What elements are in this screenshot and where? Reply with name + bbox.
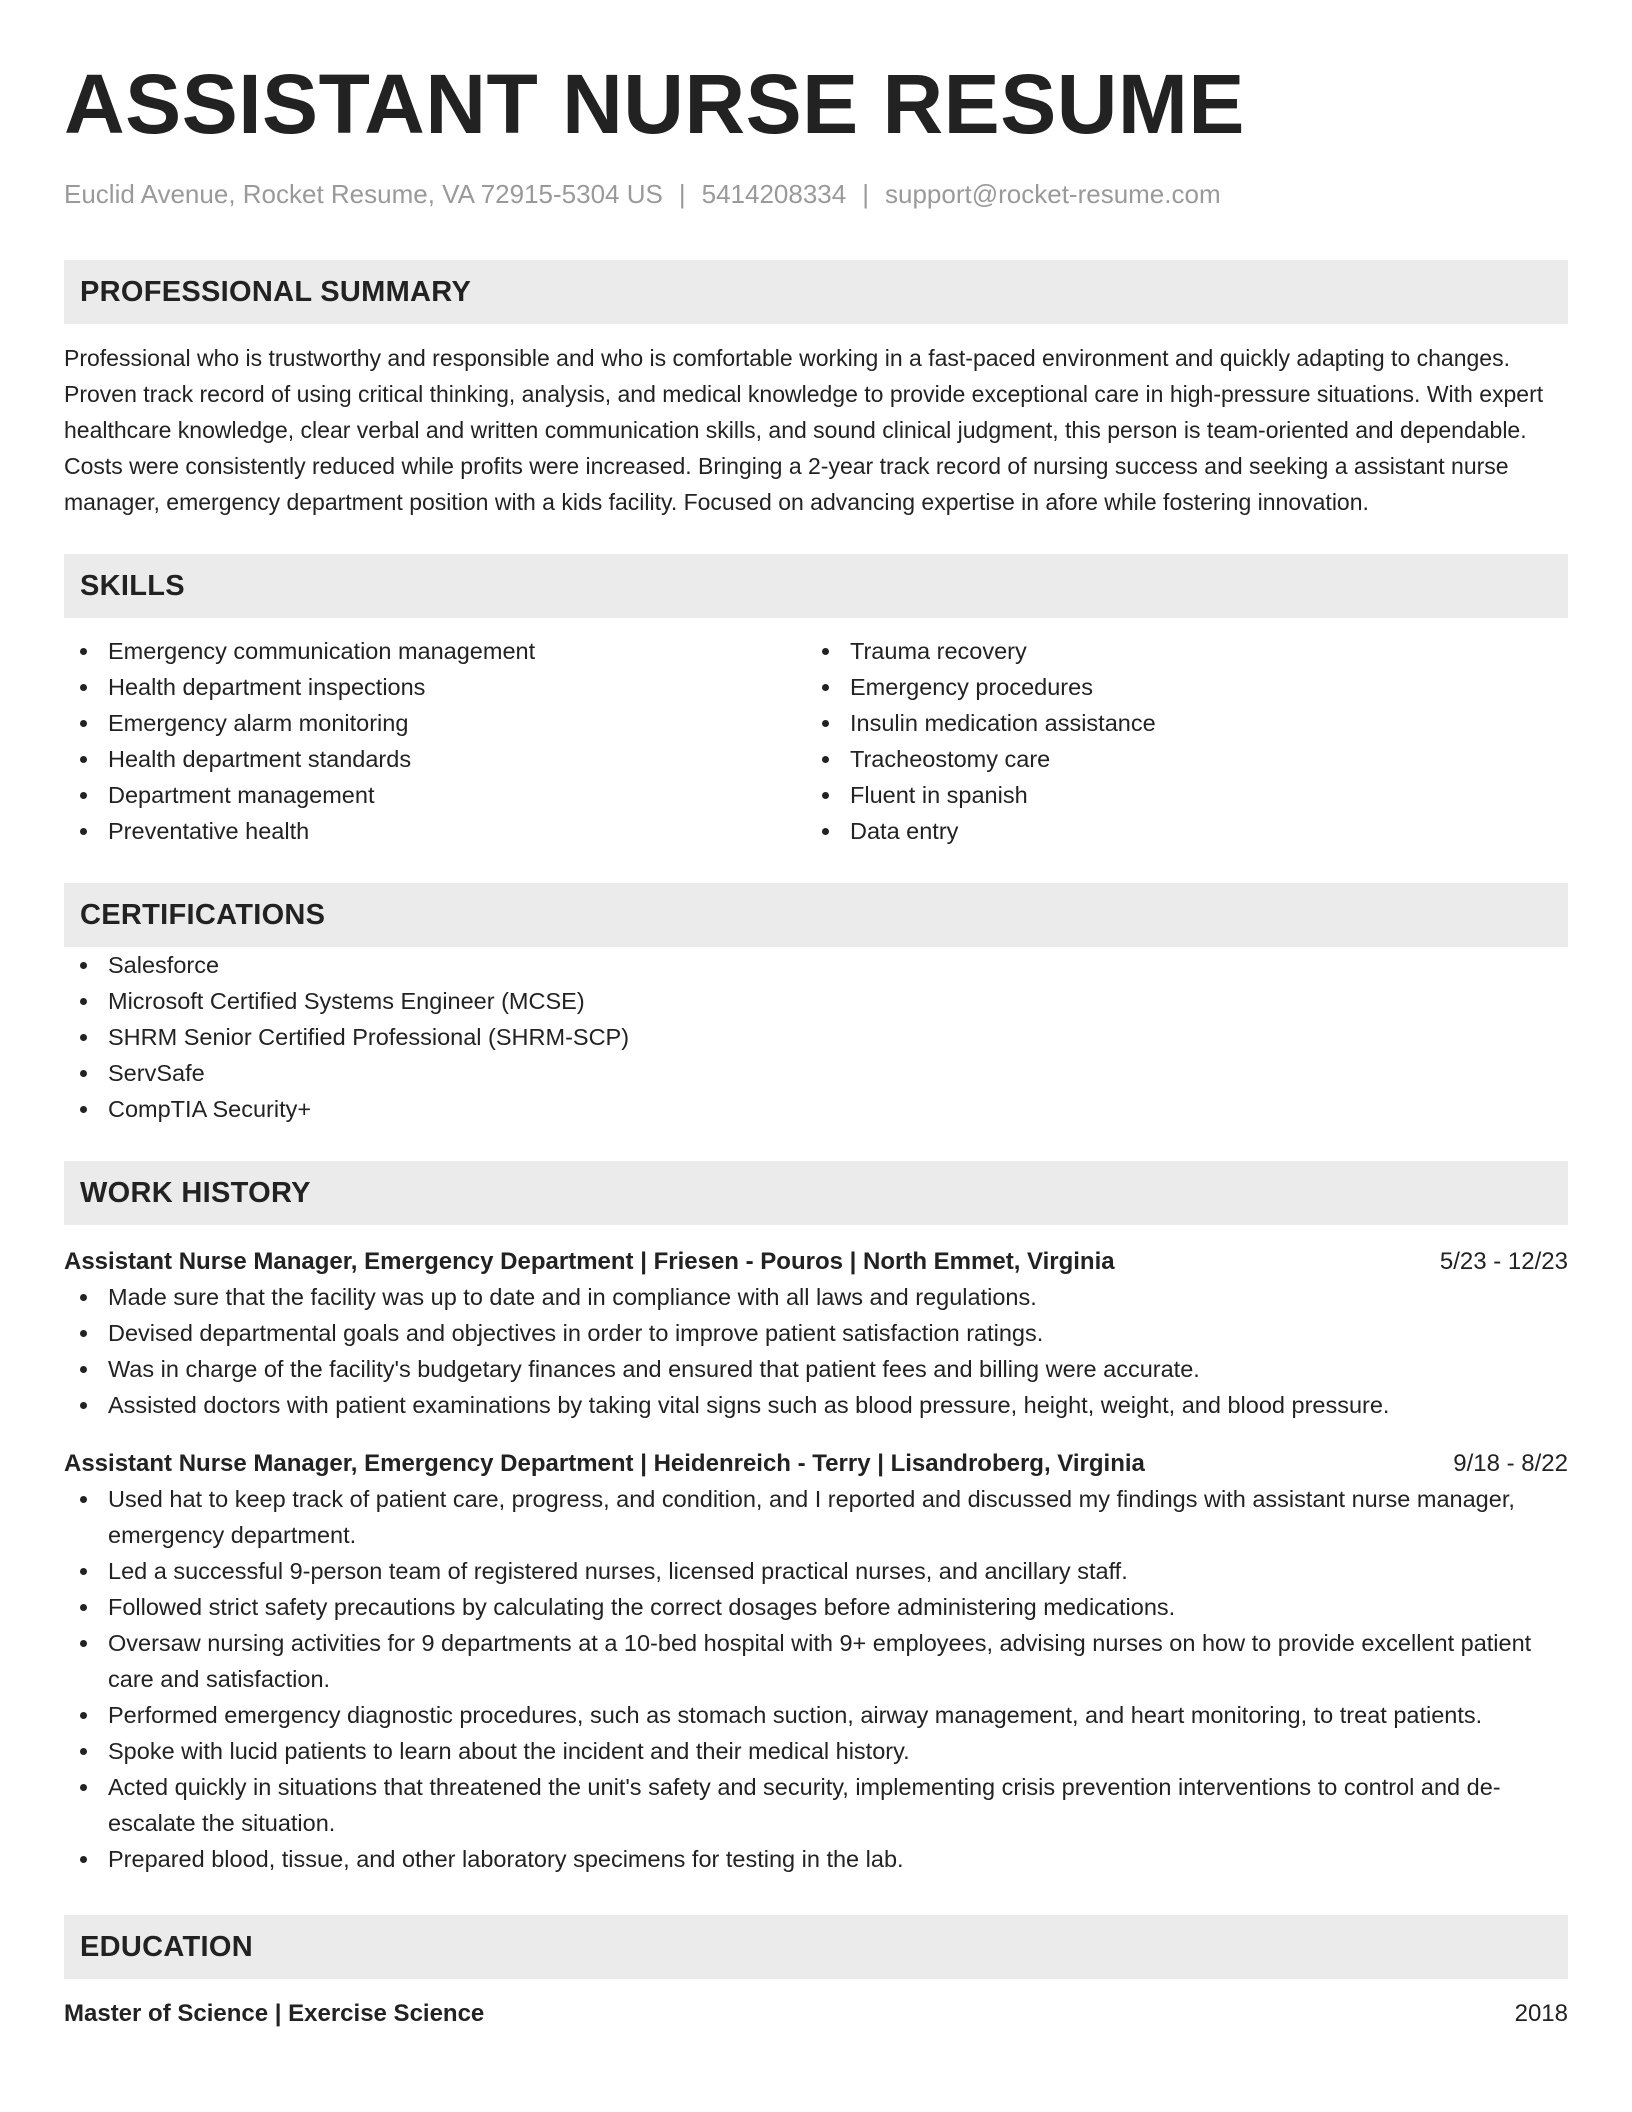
certification-item xyxy=(64,1019,1568,1055)
skill-item xyxy=(806,741,1548,777)
job-entry xyxy=(64,1447,1568,1877)
bullet-icon xyxy=(80,1784,87,1791)
skill-item xyxy=(64,777,806,813)
certification-item xyxy=(64,983,1568,1019)
certification-label: Microsoft Certified Systems Engineer (MCSE) xyxy=(108,988,585,1014)
section-header-work-history: WORK HISTORY xyxy=(64,1161,1568,1225)
certification-item xyxy=(64,1055,1568,1091)
bullet-icon xyxy=(80,1034,87,1041)
bullet-icon xyxy=(822,648,829,655)
contact-line xyxy=(64,178,1568,210)
skill-item xyxy=(64,813,806,849)
skill-item xyxy=(806,705,1548,741)
bullet-icon xyxy=(80,1640,87,1647)
bullet-icon xyxy=(822,828,829,835)
job-bullet-text: Made sure that the facility was up to date and in compliance with all laws and regulations. xyxy=(108,1284,1037,1310)
contact-phone: 5414208334 xyxy=(701,179,847,209)
bullet-icon xyxy=(80,828,87,835)
job-title: Assistant Nurse Manager, Emergency Department | Friesen - Pouros | North Emmet, Virginia xyxy=(64,1248,1115,1275)
bullet-icon xyxy=(80,684,87,691)
job-bullet xyxy=(64,1625,1568,1697)
job-bullet-text: Used hat to keep track of patient care, progress, and condition, and I reported and discussed my findings with assistant nurse manager, emergency department. xyxy=(108,1486,1515,1548)
contact-email: support@rocket-resume.com xyxy=(885,179,1221,209)
bullet-icon xyxy=(80,1604,87,1611)
certification-label: ServSafe xyxy=(108,1060,205,1086)
job-bullet xyxy=(64,1351,1568,1387)
skill-label: Emergency procedures xyxy=(850,674,1093,700)
bullet-icon xyxy=(80,1366,87,1373)
job-bullet-text: Performed emergency diagnostic procedures, such as stomach suction, airway management, and heart monitoring, to treat patients. xyxy=(108,1702,1483,1728)
job-bullets xyxy=(64,1279,1568,1423)
skill-label: Preventative health xyxy=(108,818,310,844)
bullet-icon xyxy=(80,1856,87,1863)
bullet-icon xyxy=(80,1330,87,1337)
job-bullet xyxy=(64,1315,1568,1351)
job-bullet-text: Devised departmental goals and objectives in order to improve patient satisfaction ratings. xyxy=(108,1320,1044,1346)
job-bullet xyxy=(64,1733,1568,1769)
job-bullet-text: Spoke with lucid patients to learn about the incident and their medical history. xyxy=(108,1738,910,1764)
bullet-icon xyxy=(822,792,829,799)
bullet-icon xyxy=(822,756,829,763)
skills-column-left xyxy=(64,633,806,849)
job-title: Assistant Nurse Manager, Emergency Department | Heidenreich - Terry | Lisandroberg, Virginia xyxy=(64,1450,1145,1477)
job-dates: 5/23 - 12/23 xyxy=(1439,1248,1568,1275)
skill-label: Emergency alarm monitoring xyxy=(108,710,409,736)
bullet-icon xyxy=(80,1294,87,1301)
job-bullet xyxy=(64,1697,1568,1733)
bullet-icon xyxy=(80,648,87,655)
bullet-icon xyxy=(80,1712,87,1719)
skill-item xyxy=(806,669,1548,705)
skill-label: Department management xyxy=(108,782,375,808)
education-entry xyxy=(64,1997,1568,2031)
job-bullet-text: Acted quickly in situations that threatened the unit's safety and security, implementing crisis prevention interventions to control and de-escalate the situation. xyxy=(108,1774,1501,1836)
contact-separator: | xyxy=(862,179,869,209)
skill-item xyxy=(64,669,806,705)
education-degree: Master of Science | Exercise Science xyxy=(64,2000,485,2027)
bullet-icon xyxy=(80,792,87,799)
job-bullet xyxy=(64,1769,1568,1841)
certification-item xyxy=(64,1091,1568,1127)
job-bullets xyxy=(64,1481,1568,1877)
section-header-certifications: CERTIFICATIONS xyxy=(64,883,1568,947)
certification-label: SHRM Senior Certified Professional (SHRM-SCP) xyxy=(108,1024,630,1050)
contact-address: Euclid Avenue, Rocket Resume, VA 72915-5304 US xyxy=(64,179,663,209)
skill-label: Health department standards xyxy=(108,746,412,772)
bullet-icon xyxy=(80,756,87,763)
section-header-summary: PROFESSIONAL SUMMARY xyxy=(64,260,1568,324)
certification-item xyxy=(64,947,1568,983)
skill-label: Insulin medication assistance xyxy=(850,710,1156,736)
job-bullet xyxy=(64,1589,1568,1625)
skill-item xyxy=(806,813,1548,849)
job-bullet-text: Assisted doctors with patient examinations by taking vital signs such as blood pressure, height, weight, and blood pressure. xyxy=(108,1392,1390,1418)
bullet-icon xyxy=(80,998,87,1005)
resume-title: ASSISTANT NURSE RESUME xyxy=(64,57,1245,151)
job-header xyxy=(64,1245,1568,1279)
job-bullet-text: Led a successful 9-person team of registered nurses, licensed practical nurses, and ancillary staff. xyxy=(108,1558,1128,1584)
education-year: 2018 xyxy=(1514,2000,1568,2027)
skill-item xyxy=(806,777,1548,813)
job-entry xyxy=(64,1245,1568,1423)
summary-text: Professional who is trustworthy and responsible and who is comfortable working in a fast-paced environment and quickly adapting to changes. Proven track record of using critical thinking, analysis, and medical knowledge to provide exceptional care in high-pressure situations. With expert healthcare knowledge, clear verbal and written communication skills, and sound clinical judgment, this person is team-oriented and dependable. Costs were consistently reduced while profits were increased. Bringing a 2-year track record of nursing success and seeking a assistant nurse manager, emergency department position with a kids facility. Focused on advancing expertise in afore while fostering innovation. xyxy=(64,345,1544,515)
skill-label: Data entry xyxy=(850,818,959,844)
skill-label: Emergency communication management xyxy=(108,638,536,664)
job-bullet xyxy=(64,1481,1568,1553)
job-bullet xyxy=(64,1279,1568,1315)
job-dates: 9/18 - 8/22 xyxy=(1453,1450,1568,1477)
bullet-icon xyxy=(80,1106,87,1113)
certification-label: Salesforce xyxy=(108,952,220,978)
job-header xyxy=(64,1447,1568,1481)
skill-label: Trauma recovery xyxy=(850,638,1027,664)
bullet-icon xyxy=(80,1568,87,1575)
job-bullet xyxy=(64,1841,1568,1877)
job-bullet-text: Prepared blood, tissue, and other laboratory specimens for testing in the lab. xyxy=(108,1846,904,1872)
bullet-icon xyxy=(822,720,829,727)
contact-separator: | xyxy=(678,179,686,209)
bullet-icon xyxy=(80,1496,87,1503)
section-header-education: EDUCATION xyxy=(64,1915,1568,1979)
job-bullet xyxy=(64,1387,1568,1423)
skill-label: Fluent in spanish xyxy=(850,782,1028,808)
certifications-list xyxy=(64,947,1568,1127)
skill-label: Health department inspections xyxy=(108,674,426,700)
skill-item xyxy=(64,741,806,777)
skill-item xyxy=(806,633,1548,669)
skills-column-right xyxy=(806,633,1548,849)
bullet-icon xyxy=(80,1748,87,1755)
section-header-skills: SKILLS xyxy=(64,554,1568,618)
job-bullet-text: Was in charge of the facility's budgetary finances and ensured that patient fees and billing were accurate. xyxy=(108,1356,1200,1382)
skill-item xyxy=(64,633,806,669)
certification-label: CompTIA Security+ xyxy=(108,1096,312,1122)
bullet-icon xyxy=(80,720,87,727)
job-bullet xyxy=(64,1553,1568,1589)
bullet-icon xyxy=(822,684,829,691)
bullet-icon xyxy=(80,1402,87,1409)
skill-label: Tracheostomy care xyxy=(850,746,1051,772)
job-bullet-text: Oversaw nursing activities for 9 departments at a 10-bed hospital with 9+ employees, advising nurses on how to provide excellent patient care and satisfaction. xyxy=(108,1630,1532,1692)
bullet-icon xyxy=(80,1070,87,1077)
bullet-icon xyxy=(80,962,87,969)
job-bullet-text: Followed strict safety precautions by calculating the correct dosages before administering medications. xyxy=(108,1594,1176,1620)
skill-item xyxy=(64,705,806,741)
skills-grid xyxy=(64,633,1568,849)
